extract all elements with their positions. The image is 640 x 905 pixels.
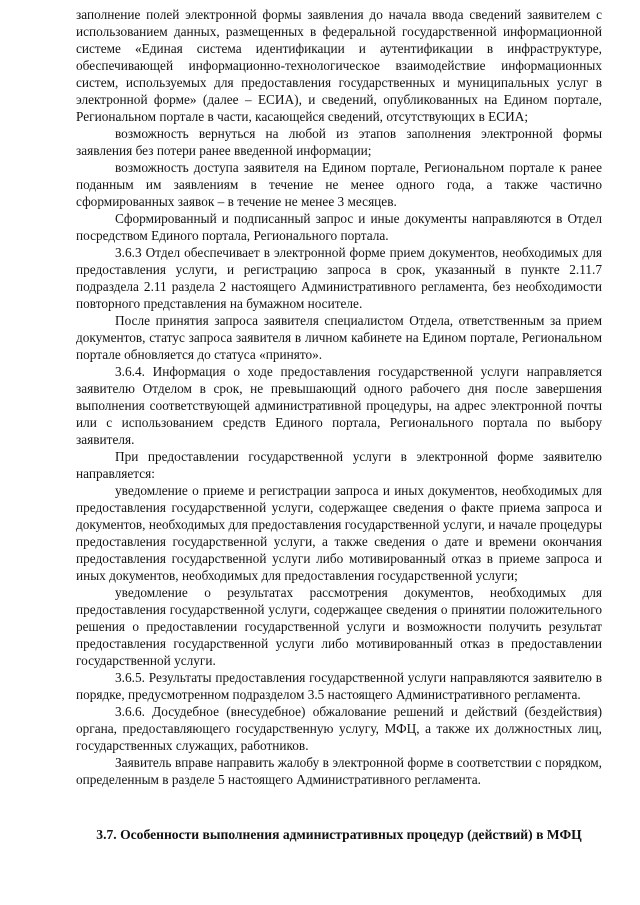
paragraph-3-6-6: 3.6.6. Досудебное (внесудебное) обжалование решений и действий (бездействия) органа, предоставляющего государственную услугу, МФЦ, а также их должностных лиц, государственных служащих, работников. <box>76 704 602 753</box>
section-heading-3-7: 3.7. Особенности выполнения административных процедур (действий) в МФЦ <box>96 827 582 842</box>
paragraph-request-sent: Сформированный и подписанный запрос и иные документы направляются в Отдел посредством Единого портала, Регионального портала. <box>76 211 602 243</box>
paragraph-access-to-applications: возможность доступа заявителя на Едином портале, Региональном портале к ранее поданным им заявлениям в течение не менее одного года, а также частично сформированных заявок – в течение не менее 3 месяцев. <box>76 160 602 209</box>
paragraph-3-6-3: 3.6.3 Отдел обеспечивает в электронной форме прием документов, необходимых для предоставления услуги, и регистрацию запроса в срок, указанный в пункте 2.11.7 подраздела 2.11 раздела 2 настоящего Административного регламента, без необходимости повторного представления на бумажном носителе. <box>76 245 602 311</box>
document-body <box>76 6 602 788</box>
paragraph-3-6-4: 3.6.4. Информация о ходе предоставления государственной услуги направляется заявителю Отделом в срок, не превышающий одного рабочего дня после завершения выполнения соответствующей административной процедуры, на адрес электронной почты или с использованием средств Единого портала, Регионального портала по выбору заявителя. <box>76 364 602 447</box>
paragraph-esia-prefill: заполнение полей электронной формы заявления до начала ввода сведений заявителем с использованием данных, размещенных в федеральной государственной информационной системе «Единая система идентификации и аутентификации в инфраструктуре, обеспечивающей информационно-технологическое взаимодействие информационных систем, используемых для предоставления государственных и муниципальных услуг в электронной форме» (далее – ЕСИА), и сведений, опубликованных на Едином портале, Региональном портале в части, касающейся сведений, отсутствующих в ЕСИА; <box>76 7 602 124</box>
paragraph-3-6-5: 3.6.5. Результаты предоставления государственной услуги направляются заявителю в порядке, предусмотренном подразделом 3.5 настоящего Административного регламента. <box>76 670 602 702</box>
paragraph-complaint: Заявитель вправе направить жалобу в электронной форме в соответствии с порядком, определенным в разделе 5 настоящего Административного регламента. <box>76 755 602 787</box>
paragraph-notice-results: уведомление о результатах рассмотрения документов, необходимых для предоставления государственной услуги, содержащее сведения о принятии положительного решения о предоставлении государственной услуги и возможности получить результат предоставления государственной услуги либо мотивированный отказ в предоставлении государственной услуги. <box>76 585 602 668</box>
paragraph-electronic-sent: При предоставлении государственной услуги в электронной форме заявителю направляется: <box>76 449 602 481</box>
paragraph-status-accepted: После принятия запроса заявителя специалистом Отдела, ответственным за прием документов, статус запроса заявителя в личном кабинете на Едином портале, Региональном портале обновляется до статуса «принято». <box>76 313 602 362</box>
paragraph-notice-receipt: уведомление о приеме и регистрации запроса и иных документов, необходимых для предоставления государственной услуги, содержащее сведения о факте приема запроса и документов, необходимых для предоставления государственной услуги, и начале процедуры предоставления государственной услуги, а также сведения о дате и времени окончания предоставления государственной услуги либо мотивированный отказ в приеме запроса и иных документов, необходимых для предоставления государственной услуги; <box>76 483 602 583</box>
paragraph-return-to-step: возможность вернуться на любой из этапов заполнения электронной формы заявления без потери ранее введенной информации; <box>76 126 602 158</box>
